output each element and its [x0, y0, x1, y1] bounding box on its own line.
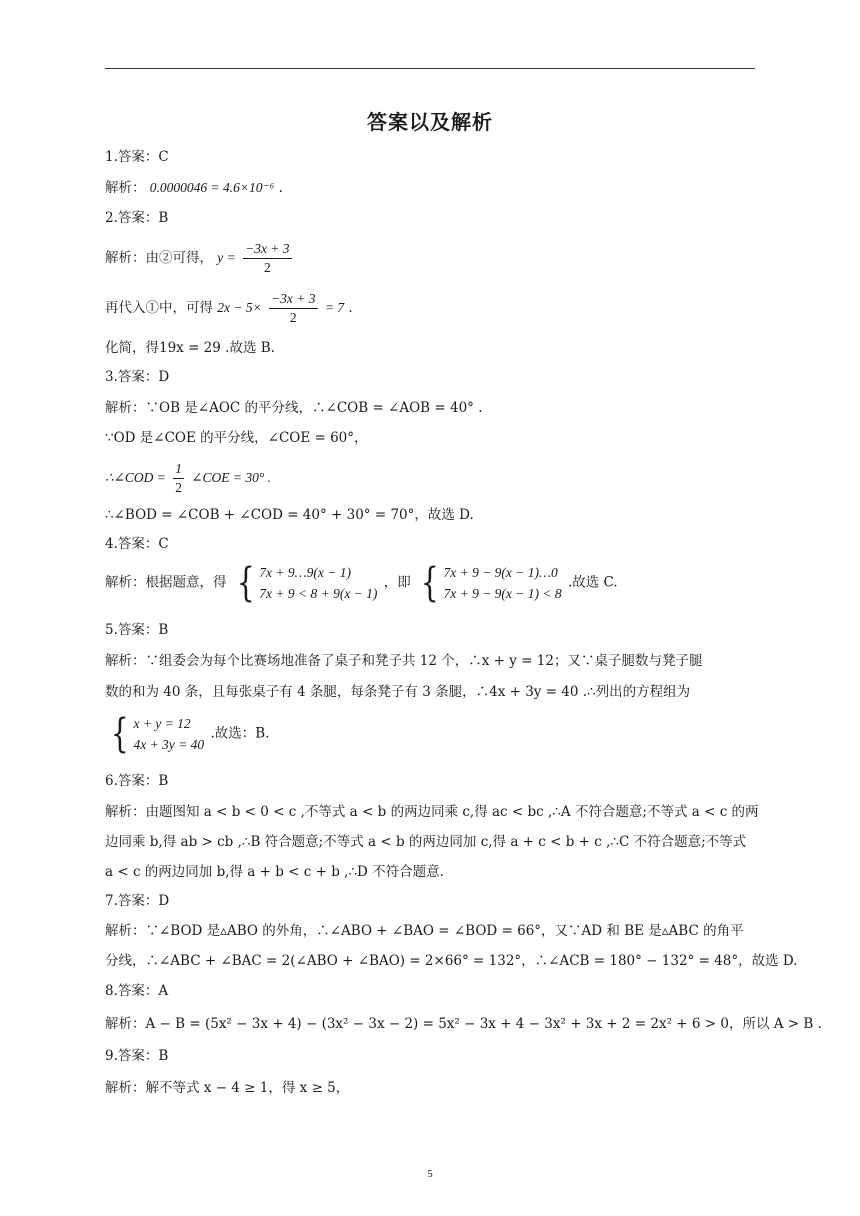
q9-answer: 9.答案：B: [105, 1048, 169, 1064]
q7-analysis-line2: 分线，∴∠ABC + ∠BAC = 2(∠ABO + ∠BAO) = 2×66° = 132°，∴∠ACB = 180° − 132° = 48°，故选 D.: [105, 953, 798, 969]
q8-analysis-line1: 解析：A − B = (5x² − 3x + 4) − (3x² − 3x − 2) = 5x² − 3x + 4 − 3x² + 3x + 2 = 2x² + 6 > 0，所以 A > B .: [105, 1016, 822, 1032]
q2-l2-rhs: = 7: [324, 300, 345, 315]
q2-analysis-line1: [105, 240, 295, 277]
q7-analysis-line1: 解析：∵∠BOD 是▵ABO 的外角，∴∠ABO + ∠BAO = ∠BOD = 66°，又∵AD 和 BE 是▵ABC 的角平: [105, 923, 744, 939]
q2-l1-numerator: −3x + 3: [243, 240, 291, 259]
q3-analysis-line3: [105, 460, 271, 497]
q7-answer: 7.答案：D: [105, 893, 170, 909]
q2-l2-denominator: 2: [289, 310, 297, 325]
q4-answer: 4.答案：C: [105, 536, 169, 552]
q5-answer: 5.答案：B: [105, 622, 169, 638]
header-rule: [105, 68, 755, 69]
q2-l1-prefix: 解析：由②可得，: [105, 250, 213, 266]
q6-analysis-line2: 边同乘 b,得 ab > cb ,∴B 符合题意;不等式 a < b 的两边同加 c,得 a + c < b + c ,∴C 不符合题意;不等式: [105, 834, 747, 850]
q4-tail: .故选 C.: [567, 574, 618, 591]
page-number: 5: [427, 1168, 433, 1180]
q4-analysis: [105, 562, 618, 604]
q2-answer: 2.答案：B: [105, 210, 169, 226]
q2-l1-denominator: 2: [263, 260, 271, 275]
q8-answer: 8.答案：A: [105, 983, 169, 999]
q4-system-2-row: 7x + 9 − 9(x − 1) < 8: [443, 586, 562, 601]
q3-l3-prefix: ∴∠COD =: [105, 470, 166, 485]
q1-answer: 1.答案：C: [105, 149, 169, 165]
q6-analysis-line1: 解析：由题图知 a < b < 0 < c ,不等式 a < b 的两边同乘 c,得 ac < bc ,∴A 不符合题意;不等式 a < c 的两: [105, 804, 759, 820]
q4-system-1: [233, 562, 378, 604]
q9-analysis-line1: 解析：解不等式 x − 4 ≥ 1，得 x ≥ 5，: [105, 1080, 350, 1096]
q4-system-2-brace: {: [420, 560, 439, 606]
q4-system-1-row: 7x + 9 < 8 + 9(x − 1): [259, 586, 378, 601]
q2-analysis-line3: 化简，得19x = 29 .故选 B.: [105, 340, 275, 356]
q5-analysis-line2: 数的和为 40 条，且每张桌子有 4 条腿，每条凳子有 3 条腿，∴4x + 3y = 40 .∴列出的方程组为: [105, 684, 691, 700]
q3-l3-denominator: 2: [175, 480, 182, 495]
q5-analysis-line1: 解析：∵组委会为每个比赛场地准备了桌子和凳子共 12 个，∴x + y = 12；又∵桌子腿数与凳子腿: [105, 653, 703, 669]
q3-analysis-line4: ∴∠BOD = ∠COB + ∠COD = 40° + 30° = 70°，故选 D.: [105, 507, 474, 523]
q1-expression: 0.0000046 = 4.6×10⁻⁶: [149, 180, 275, 195]
q1-analysis: [105, 178, 283, 198]
q4-mid: ，即: [383, 574, 411, 591]
page-title: 答案以及解析: [367, 110, 493, 134]
q3-l3-suffix: ∠COE = 30° .: [191, 470, 272, 485]
q3-answer: 3.答案：D: [105, 369, 170, 385]
q2-l2-fraction: [269, 290, 317, 327]
q1-label: 解析：: [105, 180, 146, 196]
q2-l2-tail: .: [348, 300, 353, 316]
q3-analysis-line2: ∵OD 是∠COE 的平分线，∠COE = 60°，: [105, 430, 368, 446]
q4-system-1-brace: {: [236, 560, 255, 606]
q4-system-1-row: 7x + 9…9(x − 1): [259, 565, 351, 580]
q5-system-row: x + y = 12: [133, 716, 191, 731]
q6-analysis-line3: a < c 的两边同加 b,得 a + b < c + b ,∴D 不符合题意.: [105, 864, 444, 880]
q2-analysis-line2: [105, 290, 353, 327]
q5-system-row: 4x + 3y = 40: [133, 737, 205, 752]
q2-l1-lhs: y =: [217, 250, 236, 265]
q4-system-2-row: 7x + 9 − 9(x − 1)…0: [443, 565, 558, 580]
q5-system-brace: {: [110, 711, 129, 757]
q2-l2-lhs: 2x − 5×: [217, 300, 262, 315]
q2-l2-numerator: −3x + 3: [269, 290, 317, 309]
q4-system-2: [417, 562, 562, 604]
q6-answer: 6.答案：B: [105, 773, 169, 789]
q5-analysis-line3: [105, 713, 269, 755]
q2-l1-fraction: [243, 240, 291, 277]
q2-l2-prefix: 再代入①中，可得: [105, 300, 213, 316]
q5-system: [107, 713, 204, 755]
q3-l3-numerator: 1: [173, 460, 184, 479]
q3-analysis-line1: 解析：∵OB 是∠AOC 的平分线，∴∠COB = ∠AOB = 40° .: [105, 400, 483, 416]
q5-tail: .故选：B.: [210, 725, 270, 742]
q1-tail: .: [278, 180, 283, 196]
q4-prefix: 解析：根据题意，得: [105, 574, 227, 591]
q3-l3-fraction: [173, 460, 184, 497]
